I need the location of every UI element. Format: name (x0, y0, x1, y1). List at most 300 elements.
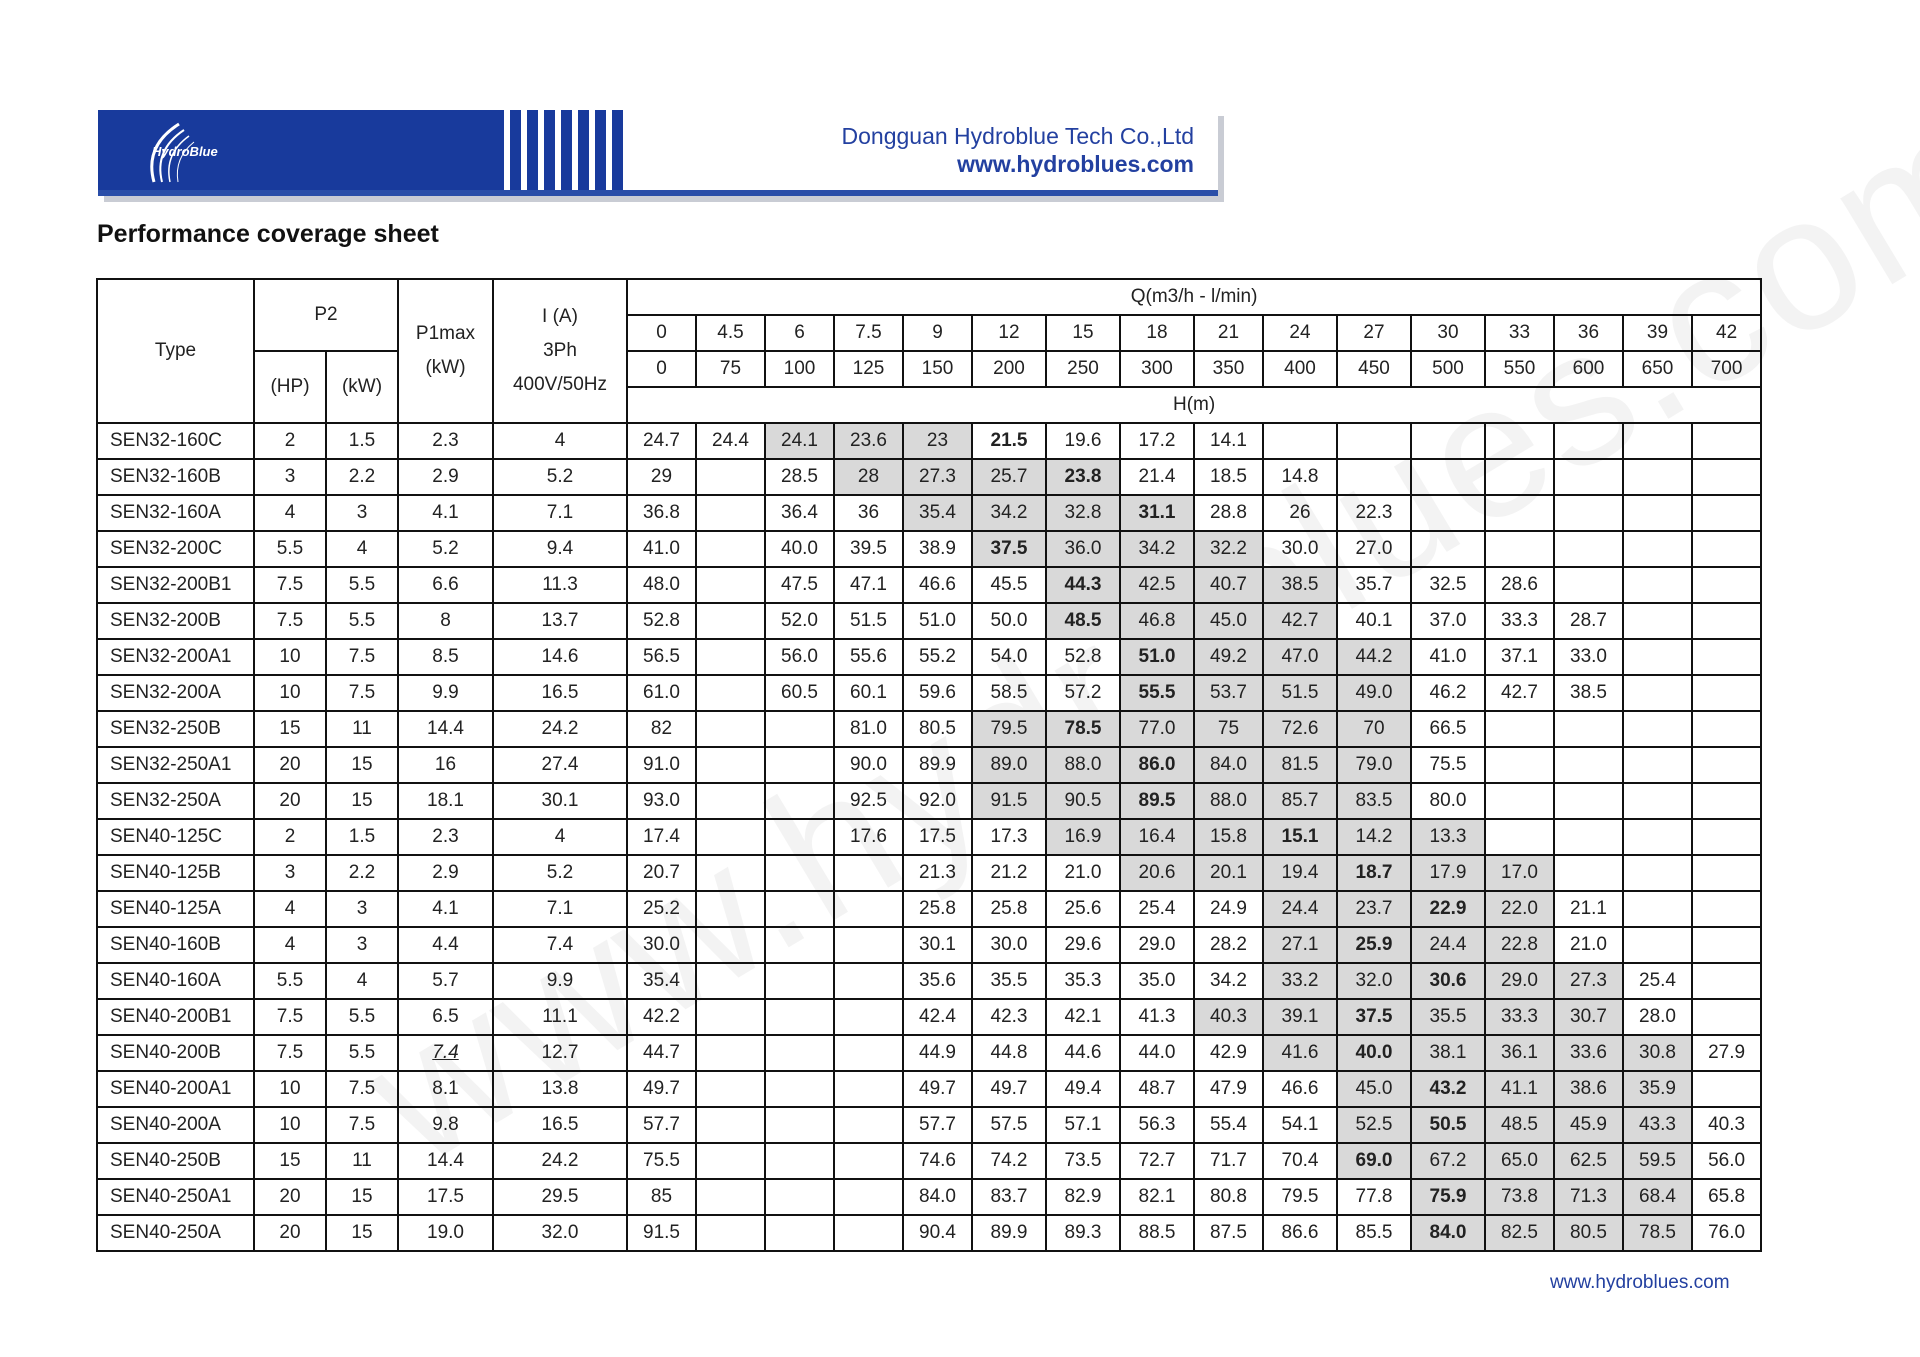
head-value-cell: 62.5 (1554, 1143, 1623, 1179)
head-value-cell: 34.2 (972, 495, 1046, 531)
head-value-cell: 40.3 (1692, 1107, 1761, 1143)
head-value-cell: 41.1 (1485, 1071, 1554, 1107)
head-value-cell: 15.1 (1263, 819, 1337, 855)
head-value-cell: 75.5 (627, 1143, 696, 1179)
head-value-cell: 27.9 (1692, 1035, 1761, 1071)
head-value-cell (696, 1215, 765, 1251)
head-value-cell: 69.0 (1337, 1143, 1411, 1179)
p2-kw-cell: 1.5 (326, 819, 398, 855)
head-value-cell: 85 (627, 1179, 696, 1215)
head-value-cell: 29.0 (1120, 927, 1194, 963)
head-value-cell (1485, 495, 1554, 531)
q-m3h-cell: 7.5 (834, 315, 903, 351)
head-value-cell: 23.6 (834, 423, 903, 459)
head-value-cell: 60.5 (765, 675, 834, 711)
head-value-cell (1692, 963, 1761, 999)
q-m3h-cell: 6 (765, 315, 834, 351)
p2-kw-cell: 2.2 (326, 459, 398, 495)
q-lmin-cell: 450 (1337, 351, 1411, 387)
head-value-cell: 65.8 (1692, 1179, 1761, 1215)
head-value-cell: 35.5 (972, 963, 1046, 999)
head-value-cell (696, 783, 765, 819)
head-value-cell: 41.6 (1263, 1035, 1337, 1071)
p2-kw-cell: 15 (326, 1179, 398, 1215)
head-value-cell: 25.2 (627, 891, 696, 927)
head-value-cell: 65.0 (1485, 1143, 1554, 1179)
model-type-cell: SEN32-160C (97, 423, 254, 459)
head-value-cell (765, 1107, 834, 1143)
head-value-cell (834, 1143, 903, 1179)
p2-hp-cell: 3 (254, 459, 326, 495)
head-value-cell: 35.0 (1120, 963, 1194, 999)
head-value-cell: 30.7 (1554, 999, 1623, 1035)
header-p2-kw: (kW) (326, 351, 398, 423)
head-value-cell: 82.9 (1046, 1179, 1120, 1215)
p2-kw-cell: 7.5 (326, 1107, 398, 1143)
current-cell: 24.2 (493, 1143, 627, 1179)
head-value-cell (696, 1035, 765, 1071)
head-value-cell: 57.7 (903, 1107, 972, 1143)
model-type-cell: SEN40-125C (97, 819, 254, 855)
p2-kw-cell: 15 (326, 747, 398, 783)
head-value-cell: 89.0 (972, 747, 1046, 783)
p2-hp-cell: 15 (254, 711, 326, 747)
head-value-cell (1337, 423, 1411, 459)
head-value-cell: 81.0 (834, 711, 903, 747)
head-value-cell: 36.0 (1046, 531, 1120, 567)
head-value-cell (696, 999, 765, 1035)
head-value-cell: 55.4 (1194, 1107, 1263, 1143)
current-cell: 11.1 (493, 999, 627, 1035)
current-cell: 4 (493, 423, 627, 459)
head-value-cell: 39.1 (1263, 999, 1337, 1035)
q-lmin-cell: 200 (972, 351, 1046, 387)
head-value-cell: 74.6 (903, 1143, 972, 1179)
head-value-cell (1623, 495, 1692, 531)
head-value-cell: 84.0 (1411, 1215, 1485, 1251)
head-value-cell (765, 1215, 834, 1251)
head-value-cell: 80.5 (1554, 1215, 1623, 1251)
p2-kw-cell: 3 (326, 891, 398, 927)
header-current-supply: 400V/50Hz (512, 374, 607, 395)
head-value-cell: 37.5 (1337, 999, 1411, 1035)
head-value-cell (1554, 495, 1623, 531)
current-cell: 5.2 (493, 459, 627, 495)
page-title: Performance coverage sheet (97, 220, 439, 248)
p2-kw-cell: 7.5 (326, 675, 398, 711)
table-row (97, 603, 1761, 639)
q-m3h-cell: 18 (1120, 315, 1194, 351)
model-type-cell: SEN40-160B (97, 927, 254, 963)
p2-kw-cell: 15 (326, 783, 398, 819)
p2-kw-cell: 11 (326, 1143, 398, 1179)
head-value-cell (1623, 531, 1692, 567)
model-type-cell: SEN32-200A (97, 675, 254, 711)
head-value-cell: 40.0 (1337, 1035, 1411, 1071)
head-value-cell: 80.5 (903, 711, 972, 747)
head-value-cell (1411, 531, 1485, 567)
p1max-cell: 2.3 (398, 423, 493, 459)
head-value-cell (1554, 459, 1623, 495)
head-value-cell (696, 747, 765, 783)
head-value-cell: 25.9 (1337, 927, 1411, 963)
head-value-cell (765, 963, 834, 999)
head-value-cell: 54.0 (972, 639, 1046, 675)
q-m3h-cell: 42 (1692, 315, 1761, 351)
q-m3h-cell: 15 (1046, 315, 1120, 351)
head-value-cell: 46.2 (1411, 675, 1485, 711)
footer-website[interactable]: www.hydroblues.com (1550, 1272, 1730, 1293)
head-value-cell: 24.4 (696, 423, 765, 459)
head-value-cell: 38.6 (1554, 1071, 1623, 1107)
head-value-cell (1554, 531, 1623, 567)
head-value-cell: 86.6 (1263, 1215, 1337, 1251)
q-lmin-cell: 500 (1411, 351, 1485, 387)
table-row (97, 927, 1761, 963)
head-value-cell (1485, 819, 1554, 855)
head-value-cell: 23 (903, 423, 972, 459)
head-value-cell: 42.3 (972, 999, 1046, 1035)
head-value-cell: 16.4 (1120, 819, 1194, 855)
head-value-cell: 31.1 (1120, 495, 1194, 531)
head-value-cell: 44.9 (903, 1035, 972, 1071)
head-value-cell: 23.8 (1046, 459, 1120, 495)
model-type-cell: SEN40-250A1 (97, 1179, 254, 1215)
head-value-cell: 45.5 (972, 567, 1046, 603)
head-value-cell (765, 927, 834, 963)
head-value-cell (834, 963, 903, 999)
header-current (493, 279, 627, 423)
head-value-cell: 85.5 (1337, 1215, 1411, 1251)
table-row (97, 1179, 1761, 1215)
head-value-cell: 29 (627, 459, 696, 495)
head-value-cell: 52.8 (1046, 639, 1120, 675)
head-value-cell: 35.5 (1411, 999, 1485, 1035)
head-value-cell: 38.5 (1554, 675, 1623, 711)
head-value-cell: 24.9 (1194, 891, 1263, 927)
head-value-cell: 30.1 (903, 927, 972, 963)
head-value-cell: 46.6 (903, 567, 972, 603)
head-value-cell (1692, 819, 1761, 855)
p1max-cell: 14.4 (398, 1143, 493, 1179)
head-value-cell (1623, 675, 1692, 711)
p1max-cell: 6.6 (398, 567, 493, 603)
table-row (97, 747, 1761, 783)
q-lmin-cell: 600 (1554, 351, 1623, 387)
q-m3h-cell: 36 (1554, 315, 1623, 351)
banner-stripes (493, 110, 628, 190)
head-value-cell: 50.0 (972, 603, 1046, 639)
head-value-cell: 78.5 (1623, 1215, 1692, 1251)
head-value-cell: 23.7 (1337, 891, 1411, 927)
table-row (97, 495, 1761, 531)
head-value-cell: 27.0 (1337, 531, 1411, 567)
p1max-cell: 4.1 (398, 495, 493, 531)
head-value-cell: 59.5 (1623, 1143, 1692, 1179)
p2-hp-cell: 20 (254, 747, 326, 783)
head-value-cell: 35.4 (903, 495, 972, 531)
head-value-cell: 75.9 (1411, 1179, 1485, 1215)
header-type: Type (97, 279, 254, 423)
q-m3h-cell: 12 (972, 315, 1046, 351)
head-value-cell: 51.0 (903, 603, 972, 639)
head-value-cell: 80.0 (1411, 783, 1485, 819)
current-cell: 9.4 (493, 531, 627, 567)
head-value-cell: 35.4 (627, 963, 696, 999)
head-value-cell: 89.9 (903, 747, 972, 783)
current-cell: 16.5 (493, 1107, 627, 1143)
p2-hp-cell: 7.5 (254, 999, 326, 1035)
p1max-cell: 8 (398, 603, 493, 639)
head-value-cell: 21.3 (903, 855, 972, 891)
head-value-cell (1337, 459, 1411, 495)
current-cell: 11.3 (493, 567, 627, 603)
head-value-cell (765, 1179, 834, 1215)
p2-kw-cell: 3 (326, 495, 398, 531)
model-type-cell: SEN40-200B1 (97, 999, 254, 1035)
p2-hp-cell: 2 (254, 423, 326, 459)
p1max-cell: 2.9 (398, 459, 493, 495)
head-value-cell: 48.7 (1120, 1071, 1194, 1107)
head-value-cell: 43.3 (1623, 1107, 1692, 1143)
head-value-cell (696, 927, 765, 963)
head-value-cell: 38.5 (1263, 567, 1337, 603)
p2-kw-cell: 7.5 (326, 1071, 398, 1107)
head-value-cell: 78.5 (1046, 711, 1120, 747)
head-value-cell (1485, 711, 1554, 747)
head-value-cell: 22.3 (1337, 495, 1411, 531)
head-value-cell (1692, 891, 1761, 927)
head-value-cell (1692, 1071, 1761, 1107)
q-lmin-cell: 550 (1485, 351, 1554, 387)
head-value-cell: 25.4 (1623, 963, 1692, 999)
head-value-cell: 56.0 (1692, 1143, 1761, 1179)
head-value-cell: 61.0 (627, 675, 696, 711)
head-value-cell: 42.5 (1120, 567, 1194, 603)
head-value-cell (696, 1179, 765, 1215)
header-p1max-label: P1max (415, 323, 476, 344)
head-value-cell: 91.5 (972, 783, 1046, 819)
head-value-cell: 25.4 (1120, 891, 1194, 927)
head-value-cell: 17.3 (972, 819, 1046, 855)
head-value-cell (696, 567, 765, 603)
p1max-cell: 19.0 (398, 1215, 493, 1251)
head-value-cell: 79.5 (972, 711, 1046, 747)
head-value-cell: 42.1 (1046, 999, 1120, 1035)
p1max-cell: 2.9 (398, 855, 493, 891)
current-cell: 9.9 (493, 963, 627, 999)
p2-hp-cell: 7.5 (254, 1035, 326, 1071)
head-value-cell: 17.4 (627, 819, 696, 855)
head-value-cell: 74.2 (972, 1143, 1046, 1179)
q-lmin-cell: 100 (765, 351, 834, 387)
head-value-cell: 33.6 (1554, 1035, 1623, 1071)
head-value-cell (1411, 423, 1485, 459)
head-value-cell (1692, 675, 1761, 711)
head-value-cell (696, 1071, 765, 1107)
p2-kw-cell: 3 (326, 927, 398, 963)
q-m3h-cell: 30 (1411, 315, 1485, 351)
q-m3h-cell: 33 (1485, 315, 1554, 351)
p2-kw-cell: 4 (326, 531, 398, 567)
head-value-cell (1554, 423, 1623, 459)
logo-text: HydroBlue (152, 144, 218, 159)
head-value-cell: 88.5 (1120, 1215, 1194, 1251)
head-value-cell: 88.0 (1046, 747, 1120, 783)
header-h-label: H(m) (627, 387, 1761, 423)
company-logo (134, 116, 244, 186)
q-m3h-cell: 39 (1623, 315, 1692, 351)
header-q-label: Q(m3/h - l/min) (627, 279, 1761, 315)
head-value-cell: 56.5 (627, 639, 696, 675)
head-value-cell: 56.3 (1120, 1107, 1194, 1143)
head-value-cell: 44.3 (1046, 567, 1120, 603)
q-lmin-cell: 700 (1692, 351, 1761, 387)
head-value-cell: 25.7 (972, 459, 1046, 495)
head-value-cell: 42.7 (1485, 675, 1554, 711)
head-value-cell: 54.1 (1263, 1107, 1337, 1143)
head-value-cell: 36.1 (1485, 1035, 1554, 1071)
head-value-cell (1692, 567, 1761, 603)
head-value-cell (1623, 747, 1692, 783)
head-value-cell: 44.7 (627, 1035, 696, 1071)
p1max-cell: 6.5 (398, 999, 493, 1035)
head-value-cell (696, 855, 765, 891)
p2-kw-cell: 1.5 (326, 423, 398, 459)
model-type-cell: SEN32-250A (97, 783, 254, 819)
company-info (842, 122, 1194, 178)
head-value-cell: 50.5 (1411, 1107, 1485, 1143)
head-value-cell (1623, 639, 1692, 675)
head-value-cell: 40.7 (1194, 567, 1263, 603)
model-type-cell: SEN32-160B (97, 459, 254, 495)
head-value-cell: 93.0 (627, 783, 696, 819)
head-value-cell: 21.4 (1120, 459, 1194, 495)
table-row (97, 855, 1761, 891)
current-cell: 5.2 (493, 855, 627, 891)
head-value-cell: 37.5 (972, 531, 1046, 567)
head-value-cell: 14.2 (1337, 819, 1411, 855)
head-value-cell: 20.1 (1194, 855, 1263, 891)
head-value-cell (1485, 783, 1554, 819)
head-value-cell: 35.7 (1337, 567, 1411, 603)
q-lmin-cell: 350 (1194, 351, 1263, 387)
p2-hp-cell: 20 (254, 783, 326, 819)
head-value-cell (1623, 855, 1692, 891)
model-type-cell: SEN40-160A (97, 963, 254, 999)
p1max-cell: 4.4 (398, 927, 493, 963)
head-value-cell: 30.0 (972, 927, 1046, 963)
head-value-cell: 30.8 (1623, 1035, 1692, 1071)
head-value-cell (1623, 603, 1692, 639)
head-value-cell: 14.1 (1194, 423, 1263, 459)
q-m3h-cell: 24 (1263, 315, 1337, 351)
p2-hp-cell: 5.5 (254, 963, 326, 999)
p1max-cell: 9.8 (398, 1107, 493, 1143)
company-name: Dongguan Hydroblue Tech Co.,Ltd (841, 123, 1194, 149)
head-value-cell: 30.6 (1411, 963, 1485, 999)
head-value-cell (696, 459, 765, 495)
table-row (97, 567, 1761, 603)
head-value-cell: 33.3 (1485, 999, 1554, 1035)
head-value-cell (1623, 459, 1692, 495)
head-value-cell: 35.6 (903, 963, 972, 999)
header-p2: P2 (254, 279, 398, 351)
head-value-cell: 28.5 (765, 459, 834, 495)
head-value-cell (696, 495, 765, 531)
head-value-cell: 24.1 (765, 423, 834, 459)
head-value-cell: 33.0 (1554, 639, 1623, 675)
header-p1max-unit: (kW) (425, 357, 466, 378)
head-value-cell (1554, 855, 1623, 891)
head-value-cell: 21.2 (972, 855, 1046, 891)
head-value-cell: 89.9 (972, 1215, 1046, 1251)
head-value-cell: 70.4 (1263, 1143, 1337, 1179)
head-value-cell: 17.5 (903, 819, 972, 855)
head-value-cell: 18.7 (1337, 855, 1411, 891)
model-type-cell: SEN40-250B (97, 1143, 254, 1179)
head-value-cell: 89.5 (1120, 783, 1194, 819)
q-lmin-cell: 250 (1046, 351, 1120, 387)
head-value-cell: 19.6 (1046, 423, 1120, 459)
head-value-cell (696, 963, 765, 999)
head-value-cell: 28.0 (1623, 999, 1692, 1035)
head-value-cell: 27.3 (1554, 963, 1623, 999)
head-value-cell: 51.5 (1263, 675, 1337, 711)
head-value-cell: 19.4 (1263, 855, 1337, 891)
p2-kw-cell: 7.5 (326, 639, 398, 675)
table-row (97, 1035, 1761, 1071)
table-row (97, 459, 1761, 495)
company-website[interactable]: www.hydroblues.com (957, 151, 1194, 177)
table-row (97, 423, 1761, 459)
head-value-cell: 47.5 (765, 567, 834, 603)
head-value-cell (834, 1107, 903, 1143)
p1max-cell (398, 1035, 493, 1071)
header-p1max (398, 279, 493, 423)
p1max-cell: 5.7 (398, 963, 493, 999)
q-m3h-cell: 4.5 (696, 315, 765, 351)
head-value-cell: 41.0 (627, 531, 696, 567)
head-value-cell: 38.9 (903, 531, 972, 567)
head-value-cell: 21.0 (1554, 927, 1623, 963)
head-value-cell (834, 891, 903, 927)
head-value-cell (834, 855, 903, 891)
model-type-cell: SEN40-200A1 (97, 1071, 254, 1107)
head-value-cell (1692, 783, 1761, 819)
head-value-cell: 22.8 (1485, 927, 1554, 963)
head-value-cell: 17.6 (834, 819, 903, 855)
head-value-cell: 37.1 (1485, 639, 1554, 675)
head-value-cell (696, 1107, 765, 1143)
head-value-cell: 16.9 (1046, 819, 1120, 855)
head-value-cell: 38.1 (1411, 1035, 1485, 1071)
header-current-phase: 3Ph (543, 340, 577, 361)
head-value-cell (1554, 711, 1623, 747)
head-value-cell: 44.0 (1120, 1035, 1194, 1071)
head-value-cell: 17.0 (1485, 855, 1554, 891)
p1max-cell: 17.5 (398, 1179, 493, 1215)
head-value-cell: 32.0 (1337, 963, 1411, 999)
q-lmin-cell: 650 (1623, 351, 1692, 387)
head-value-cell (1692, 495, 1761, 531)
head-value-cell (1623, 783, 1692, 819)
q-m3h-cell: 21 (1194, 315, 1263, 351)
head-value-cell: 52.5 (1337, 1107, 1411, 1143)
head-value-cell: 73.5 (1046, 1143, 1120, 1179)
head-value-cell: 55.6 (834, 639, 903, 675)
q-lmin-cell: 300 (1120, 351, 1194, 387)
